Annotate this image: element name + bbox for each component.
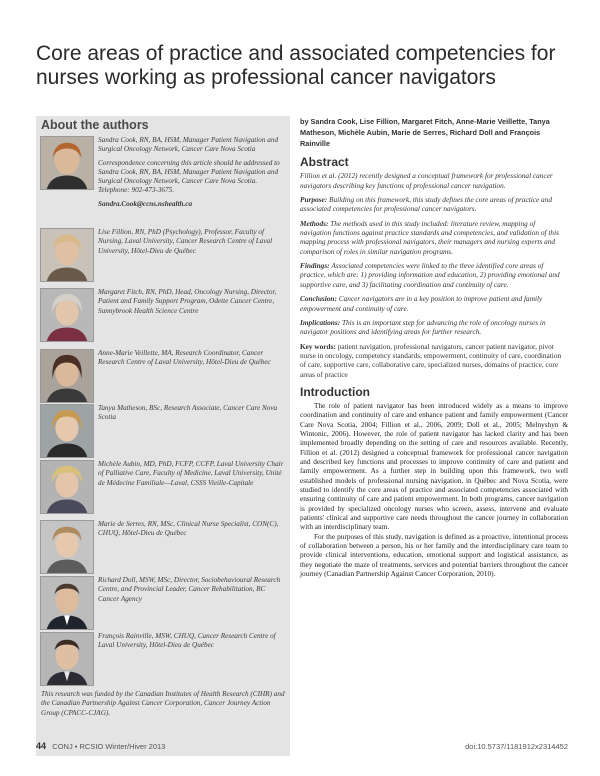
abstract-section: [300, 155, 568, 336]
author-photo: [40, 136, 94, 190]
author-bio: Michèle Aubin, MD, PhD, FCFP, CCFP, Laval University Chair of Palliative Care, Faculty of Medicine, Laval University, Unité de Médecine Familiale—Laval, CSSS Vieille-Capitale: [98, 460, 284, 487]
byline: by Sandra Cook, Lise Fillion, Margaret Fitch, Anne-Marie Veillette, Tanya Matheson, Michèle Aubin, Marie de Serres, Richard Doll and François Rainville: [300, 117, 550, 148]
findings-text: Associated competencies were linked to the three identified core areas of practice, which are: 1) providing information and education, 2) providing emotional and supportive care, and 3) facilitating coordination and continuity of care.: [300, 261, 560, 289]
keywords-text: patient navigation, professional navigators, cancer patient navigator, pivot nurse in oncology, competency standards, empowerment, continuity of care, coordination of care, supportive care, collaborative care, specialized nurses, domains of practice, core areas of practice: [300, 341, 562, 379]
introduction-paragraph: For the purposes of this study, navigation is defined as a proactive, intentional process of collaboration between a person, his or her family and the interdisciplinary care team to provide clinical interventions, education, emotional support and logistical assistance, as they negotiate the maze of treatments, services and potential barriers throughout the cancer journey (Canadian Partnership Against Cancer Corporation, 2010).: [300, 531, 568, 579]
author-bio: Richard Doll, MSW, MSc, Director, Sociobehavioural Research Centre, and Provincial Leader, Cancer Rehabilitation, BC Cancer Agency: [98, 576, 281, 603]
author-bio: Lise Fillion, RN, PhD (Psychology), Professor, Faculty of Nursing, Laval University, Cancer Research Centre of Laval University, Hôtel-Dieu de Québec: [98, 228, 273, 255]
implications-label: Implications:: [300, 317, 341, 327]
about-the-authors-sidebar: [36, 116, 290, 756]
keywords: [300, 342, 568, 379]
conclusion-text: Cancer navigators are in a key position to improve patient and family empowerment and continuity of care.: [300, 294, 543, 313]
page-footer: [36, 741, 568, 753]
doi: doi:10.5737/1181912x2314452: [465, 742, 568, 751]
author-bio: Tanya Matheson, BSc, Research Associate, Cancer Care Nova Scotia: [98, 404, 278, 422]
abstract-implications: [300, 318, 568, 337]
author-photo: [40, 460, 94, 514]
abstract-conclusion: [300, 294, 568, 313]
findings-label: Findings:: [300, 261, 330, 271]
journal-issue: CONJ • RCSIO Winter/Hiver 2013: [52, 742, 166, 751]
introduction-paragraph: The role of patient navigator has been introduced widely as a means to improve coordination and continuity of care and enhance patient and family empowerment (Cancer Care Nova Scotia, 2004; Fillion et al., 2006, 2009; Doll et al., 2005; Melnyshyn & Wintonic, 2006). However, the role of patient navigator has lacked clarity and has been implemented broadly depending on the setting of care and resources available. Recently, Fillion et al. (2012) designed a conceptual framework for professional cancer navigation and described key functions and processes to improve continuity of care and patient and family empowerment. As a further step in building upon this framework, two well established models of professional nursing navigation, in Québec and Nova Scotia, were studied to identify the core areas of practice and associated competencies associated with ensuring continuity of care and patient empowerment. In both programs, cancer navigation is provided by specialized oncology nurses who screen, assess, intervene and evaluate patients' clinical and supportive care needs throughout the cancer journey in collaboration with an interdisciplinary team.: [300, 400, 568, 532]
purpose-label: Purpose:: [300, 195, 328, 205]
sidebar-heading: About the authors: [41, 118, 149, 132]
author-photo: [40, 349, 94, 403]
correspondence-note: Correspondence concerning this article should be addressed to Sandra Cook, RN, BA, HSM, Manager Patient Navigation and Surgical Oncology Network, Cancer Care Nova Scotia. Telephone: 902-473-3675.: [98, 158, 280, 195]
methods-label: Methods:: [300, 218, 329, 228]
abstract-purpose: [300, 195, 568, 214]
page-number: 44: [36, 741, 47, 751]
author-photo: [40, 404, 94, 458]
author-bio: Marie de Serres, RN, MSc, Clinical Nurse Specialist, CON(C), CHUQ, Hôtel-Dieu de Québec: [98, 520, 279, 538]
abstract-heading: Abstract: [300, 155, 349, 170]
author-bio: Margaret Fitch, RN, PhD, Head, Oncology Nursing, Director, Patient and Family Support Program, Odette Cancer Centre, Sunnybrook Health Science Centre: [98, 288, 277, 315]
methods-text: The methods used in this study included: literature review, mapping of navigation functions against practice standards and competencies, and validation of this mapping process with professional navigators, their managers and nursing experts and comparison of roles in similar navigation programs.: [300, 218, 559, 256]
introduction-section: [300, 385, 568, 579]
author-bio: François Rainville, MSW, CHUQ, Cancer Research Centre of Laval University, Hôtel-Dieu de Québec: [98, 632, 276, 650]
author-bio: Sandra Cook, RN, BA, HSM, Manager Patient Navigation and Surgical Oncology Network, Cancer Care Nova Scotia: [98, 136, 279, 154]
keywords-label: Key words:: [300, 341, 336, 351]
abstract-methods: [300, 219, 568, 256]
introduction-heading: Introduction: [300, 384, 370, 399]
article-title: Core areas of practice and associated competencies for nurses working as professional cancer navigators: [36, 42, 556, 89]
implications-text: This is an important step for advancing the role of oncology nurses in navigator positions and identifying areas for further research.: [300, 317, 546, 337]
author-photo: [40, 576, 94, 630]
author-photo: [40, 632, 94, 686]
author-photo: [40, 520, 94, 574]
funding-note: This research was funded by the Canadian Institutes of Health Research (CIHR) and the Canadian Partnership Against Cancer Corporation, Cancer Journey Action Group (CPACC-CJAG).: [41, 690, 285, 717]
author-photo: [40, 228, 94, 282]
correspondence-email[interactable]: Sandra.Cook@ccns.nshealth.ca: [98, 199, 193, 208]
main-column: [300, 117, 568, 578]
abstract-intro: Fillion et al. (2012) recently designed a conceptual framework for professional cancer navigators describing key functions of professional cancer navigation.: [300, 171, 553, 190]
conclusion-label: Conclusion:: [300, 294, 337, 304]
abstract-findings: [300, 261, 568, 289]
purpose-text: Building on this framework, this study defines the core areas of practice and associated competencies for professional cancer navigators.: [300, 195, 553, 214]
author-photo: [40, 288, 94, 342]
author-bio: Anne-Marie Veillette, MA, Research Coordinator, Cancer Research Centre of Laval University, Hôtel-Dieu de Québec: [98, 349, 271, 367]
